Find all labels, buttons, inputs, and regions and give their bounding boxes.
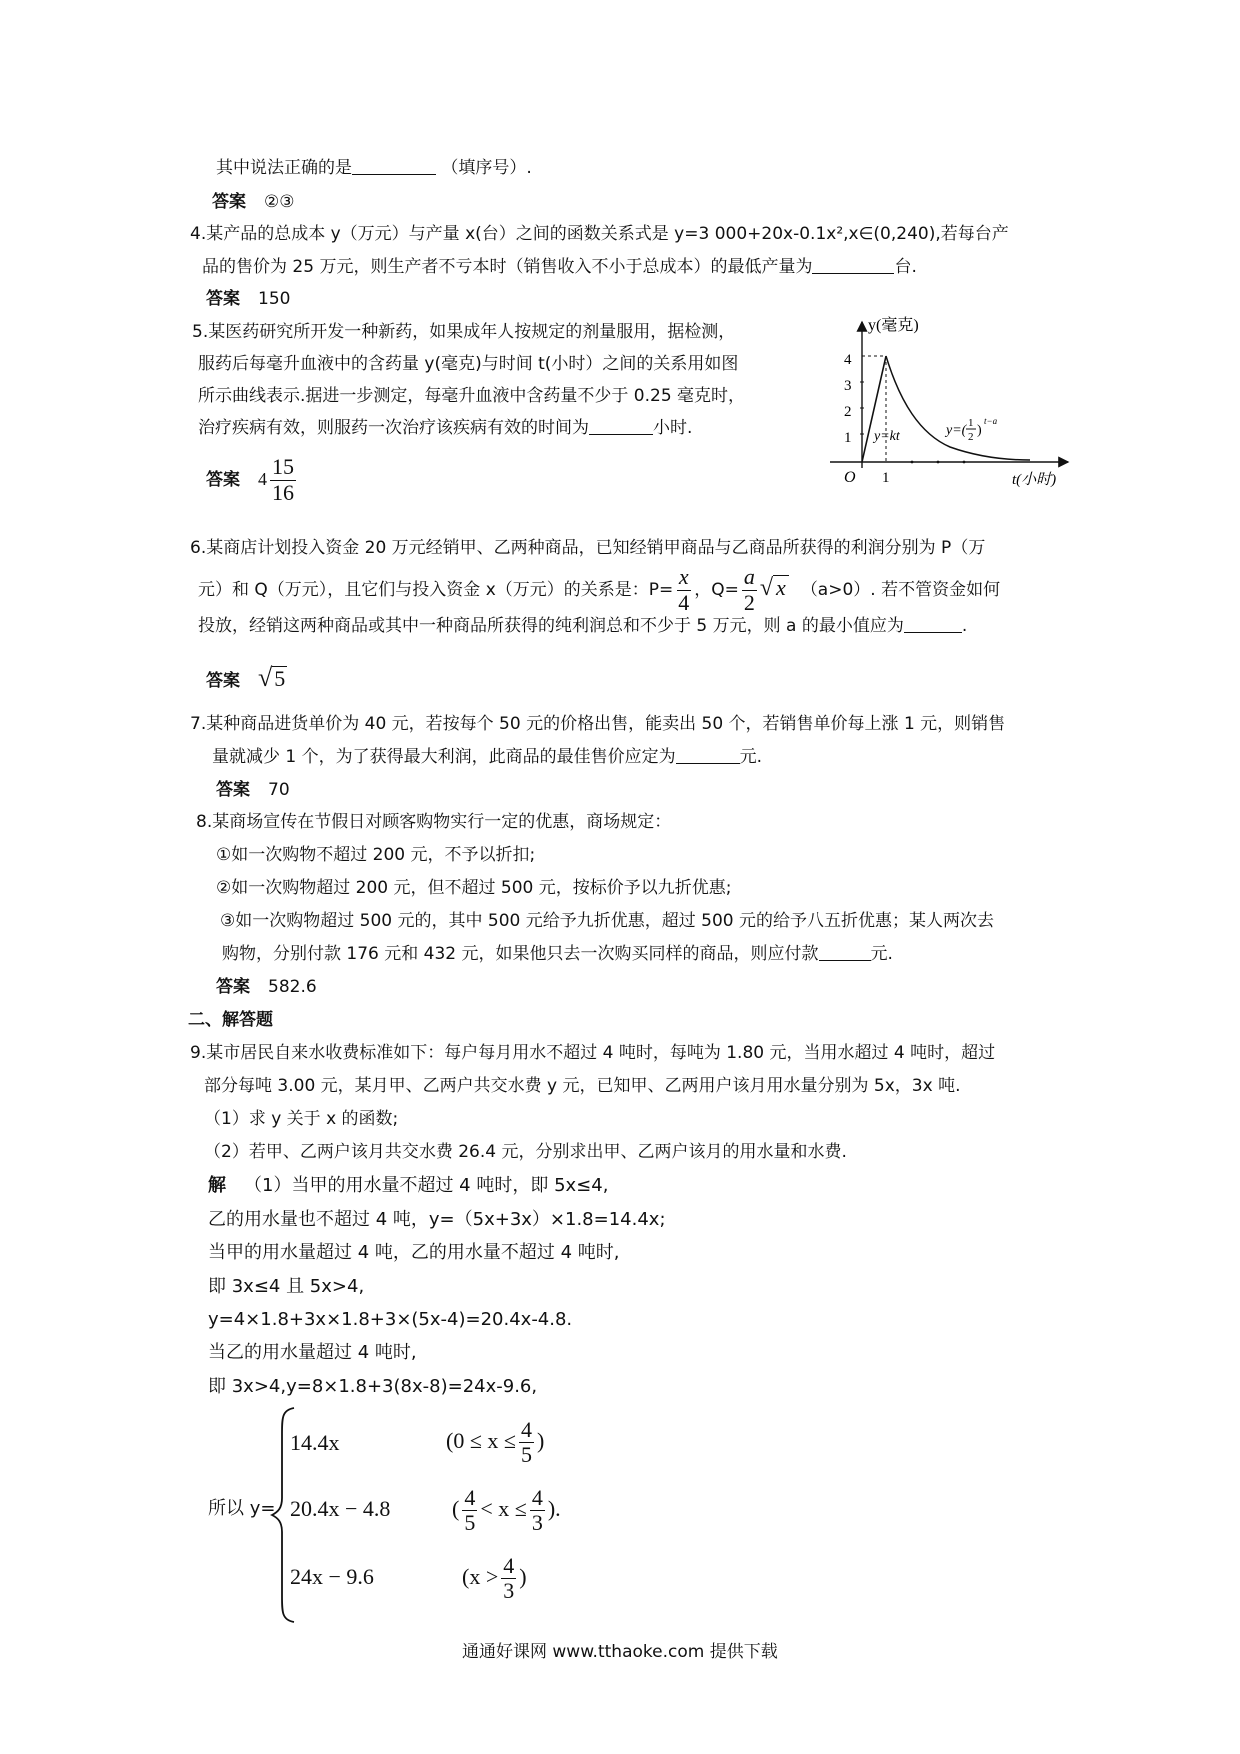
answer-whole: 4	[258, 469, 267, 489]
y-tick-label: 2	[844, 404, 852, 420]
q5-line4-text: 治疗疾病有效，则服药一次治疗该疾病有效的时间为	[198, 418, 589, 438]
answer-line-q4	[206, 287, 290, 311]
linear-label: y=kt	[874, 429, 900, 444]
q8-line2: ①如一次购物不超过 200 元，不予以折扣;	[216, 845, 536, 865]
piece2-cond-b: ).	[547, 1496, 561, 1521]
y-tick-label: 4	[844, 352, 852, 368]
answer-blank	[904, 614, 962, 633]
q4-line2-suffix: 台.	[894, 257, 917, 277]
q8-line4: ③如一次购物超过 500 元的，其中 500 元给予九折优惠，超过 500 元的给予八五折优惠；某人两次去	[220, 911, 995, 931]
q7-line1: 7.某种商品进货单价为 40 元，若按每个 50 元的价格出售，能卖出 50 个，若销售单价每上涨 1 元，则销售	[190, 714, 1006, 734]
solution-line3: 当甲的用水量超过 4 吨，乙的用水量不超过 4 吨时,	[208, 1242, 620, 1263]
q5-line2: 服药后每毫升血液中的含药量 y(毫克)与时间 t(小时）之间的关系用如图	[198, 354, 739, 374]
piece1-num: 4	[520, 1417, 532, 1443]
piece1-fraction	[519, 1418, 534, 1467]
answer-numerator: 15	[272, 454, 294, 480]
p-fraction	[676, 565, 691, 614]
answer-value: ②③	[264, 192, 295, 212]
axis-dot	[937, 461, 940, 464]
q5-line3: 所示曲线表示.据进一步测定，每毫升血液中含药量不少于 0.25 毫克时，	[198, 386, 746, 406]
q8-line5	[222, 942, 893, 966]
answer-line-top	[212, 190, 294, 214]
piece2-cond	[452, 1476, 561, 1542]
correct-prompt-line	[216, 156, 532, 180]
answer-blank	[819, 942, 871, 961]
p-numerator: x	[678, 564, 689, 590]
answer-label: 答案	[216, 780, 250, 800]
q5-line4	[198, 416, 692, 440]
q4-line2	[202, 255, 917, 279]
linear-segment	[862, 356, 886, 462]
piece1-expr: 14.4x	[290, 1430, 340, 1455]
correct-suffix: （填序号）.	[441, 158, 532, 178]
answer-label: 答案	[206, 671, 240, 691]
exp-label-power: t−a	[984, 416, 998, 426]
q6-line1: 6.某商店计划投入资金 20 万元经销甲、乙两种商品，已知经销甲商品与乙商品所获得的利润分别为 P（万	[190, 538, 986, 558]
piece2-fraction-1	[462, 1486, 477, 1535]
exp-label-den: 2	[968, 431, 974, 443]
axis-dot	[911, 461, 914, 464]
exp-label-prefix: y=(	[946, 423, 967, 438]
q8-line5-text: 购物，分别付款 176 元和 432 元，如果他只去一次购买同样的商品，则应付款	[222, 944, 819, 964]
q-numerator: a	[743, 564, 755, 590]
answer-label: 答案	[216, 977, 250, 997]
answer-fraction	[270, 455, 296, 504]
piece1-cond-a: (0 ≤ x ≤	[446, 1428, 516, 1453]
piece2-fraction-2	[530, 1486, 545, 1535]
piece3-expr: 24x − 9.6	[290, 1564, 374, 1589]
piece2-den1: 5	[464, 1510, 476, 1536]
q6-line2-b: ，Q=	[694, 580, 739, 600]
piece1-den: 5	[520, 1442, 532, 1468]
piece1-cond	[446, 1408, 544, 1474]
answer-blank	[589, 416, 653, 435]
q5-line4-suffix: 小时.	[653, 418, 693, 438]
q4-line2-text: 品的售价为 25 万元，则生产者不亏本时（销售收入不小于总成本）的最低产量为	[202, 257, 813, 277]
q8-line5-suffix: 元.	[870, 944, 893, 964]
answer-blank	[676, 745, 740, 764]
answer-line-q8	[216, 975, 317, 999]
solution-line7: 即 3x>4,y=8×1.8+3(8x-8)=24x-9.6,	[208, 1376, 538, 1397]
q8-line1: 8.某商场宣传在节假日对顾客购物实行一定的优惠，商场规定：	[196, 812, 672, 832]
origin-label: O	[844, 469, 856, 486]
solution-line1	[208, 1174, 608, 1198]
piece3-cond-a: (x >	[462, 1564, 499, 1589]
piece2-den2: 3	[531, 1510, 543, 1536]
section-title: 二、解答题	[188, 1010, 273, 1030]
q6-line2-a: 元）和 Q（万元），且它们与投入资金 x（万元）的关系是：P=	[198, 580, 674, 600]
answer-label: 答案	[212, 192, 246, 212]
q4-line1: 4.某产品的总成本 y（万元）与产量 x(台）之间的函数关系式是 y=3 000+20x-0.1x²,x∈(0,240),若每台产	[190, 224, 1009, 244]
exp-label-suffix: )	[977, 423, 982, 438]
solution-label: 解	[208, 1175, 226, 1196]
answer-line-q7	[216, 778, 290, 802]
piece2-expr: 20.4x − 4.8	[290, 1496, 391, 1521]
y-tick-label: 1	[844, 430, 852, 446]
p-denominator: 4	[678, 589, 690, 615]
axis-dot	[963, 461, 966, 464]
q5-line1: 5.某医药研究所开发一种新药，如果成年人按规定的剂量服用，据检测，	[192, 322, 736, 342]
solution-line6: 当乙的用水量超过 4 吨时,	[208, 1342, 417, 1363]
decay-curve	[886, 356, 1030, 460]
solution-line5: y=4×1.8+3x×1.8+3×(5x-4)=20.4x-4.8.	[208, 1309, 573, 1330]
answer-line-q6	[206, 662, 287, 697]
q6-line3-text: 投放，经销这两种商品或其中一种商品所获得的纯利润总和不少于 5 万元，则 a 的最小值应为	[198, 616, 904, 636]
answer-value: 582.6	[268, 977, 317, 997]
q-fraction	[742, 565, 757, 614]
piece3-den: 3	[503, 1578, 515, 1604]
piece2-mid: < x ≤	[480, 1496, 527, 1521]
answer-denominator: 16	[272, 479, 294, 505]
correct-prompt: 其中说法正确的是	[216, 158, 352, 178]
q9-line1: 9.某市居民自来水收费标准如下：每户每月用水不超过 4 吨时，每吨为 1.80 元，当用水超过 4 吨时，超过	[190, 1043, 996, 1063]
x-axis-label: t(小时)	[1012, 472, 1057, 488]
piece3-fraction	[501, 1554, 516, 1603]
q8-line3: ②如一次购物超过 200 元，但不超过 500 元，按标价予以九折优惠;	[216, 878, 732, 898]
footer-text: 通通好课网 www.tthaoke.com 提供下载	[462, 1642, 778, 1662]
answer-label: 答案	[206, 289, 240, 309]
q6-line2	[198, 560, 1000, 616]
answer-value: 5	[274, 666, 286, 691]
answer-value: 70	[268, 780, 290, 800]
result-label: 所以 y=	[208, 1498, 276, 1519]
q5-graph	[800, 300, 1090, 500]
q7-line2-text: 量就减少 1 个，为了获得最大利润，此商品的最佳售价应定为	[212, 747, 676, 767]
solution-line2: 乙的用水量也不超过 4 吨，y=（5x+3x）×1.8=14.4x;	[208, 1209, 666, 1230]
x-tick-label: 1	[882, 470, 890, 486]
sqrt-sign: √	[258, 663, 273, 692]
q7-line2-suffix: 元.	[739, 747, 763, 767]
solution-line4: 即 3x≤4 且 5x>4,	[208, 1276, 365, 1297]
q-denominator: 2	[743, 589, 755, 615]
solution-text: （1）当甲的用水量不超过 4 吨时，即 5x≤4,	[244, 1175, 609, 1196]
sqrt-sign: √	[759, 575, 774, 601]
answer-blank	[812, 255, 894, 274]
q9-line2: 部分每吨 3.00 元，某月甲、乙两户共交水费 y 元，已知甲、乙两用户该月用水量分别为 5x，3x 吨.	[204, 1076, 961, 1096]
piece2-num2: 4	[531, 1485, 543, 1511]
q9-line3: （1）求 y 关于 x 的函数;	[204, 1109, 399, 1129]
piece2-cond-a: (	[452, 1496, 460, 1521]
q6-line3-suffix: .	[961, 616, 968, 636]
answer-line-q5	[206, 450, 299, 508]
y-tick-label: 3	[844, 378, 852, 394]
piece3-num: 4	[503, 1553, 515, 1579]
q6-line2-c: （a>0）. 若不管资金如何	[800, 580, 1001, 600]
piece3-cond-b: )	[519, 1564, 527, 1589]
answer-label: 答案	[206, 470, 240, 490]
piece3-cond	[462, 1544, 527, 1610]
answer-blank	[352, 156, 436, 175]
exp-label-num: 1	[968, 417, 974, 429]
sqrt-radicand: x	[773, 575, 789, 600]
piece1-cond-b: )	[536, 1428, 545, 1453]
y-axis-label: y(毫克)	[868, 317, 919, 334]
piece2-num1: 4	[464, 1485, 476, 1511]
answer-value: 150	[258, 289, 291, 309]
q6-line3	[198, 614, 967, 638]
q9-line4: （2）若甲、乙两户该月共交水费 26.4 元，分别求出甲、乙两户该月的用水量和水费.	[204, 1142, 847, 1162]
q7-line2	[212, 745, 762, 769]
